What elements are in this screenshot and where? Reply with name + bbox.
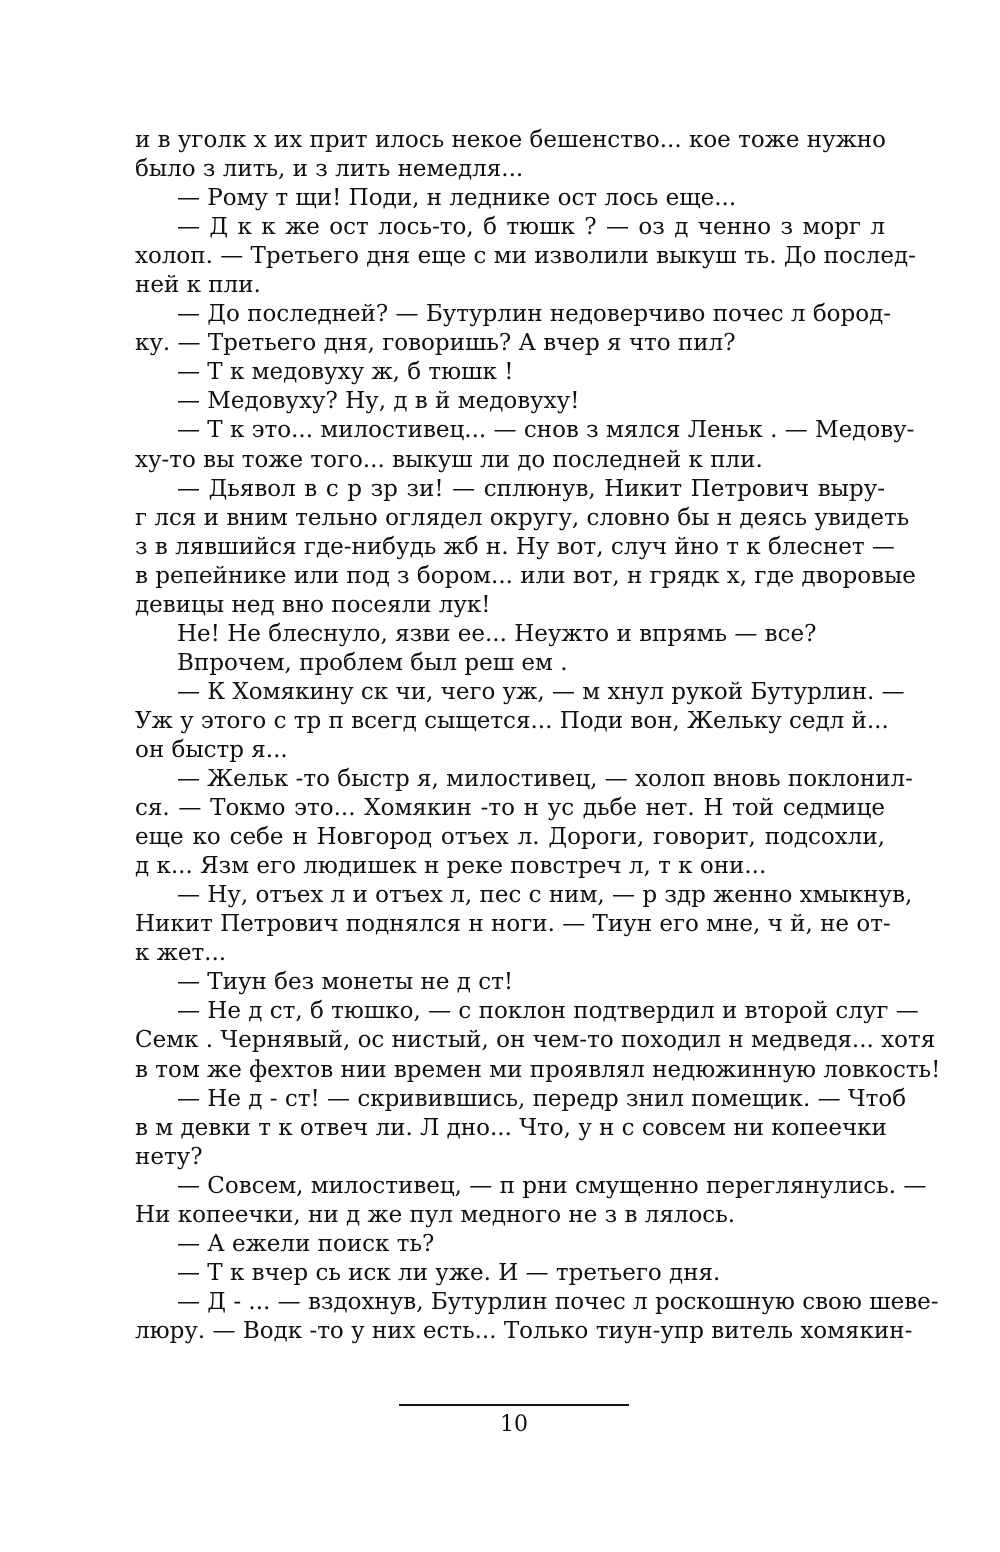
text-line: г лся и вним тельно оглядел округу, словно бы н деясь увидеть: [135, 504, 910, 531]
text-line: — Совсем, милостивец, — п рни смущенно переглянулись. —: [177, 1172, 927, 1199]
text-line: — До последней? — Бутурлин недоверчиво почес л бород-: [177, 301, 892, 328]
text-line: Ни копеечки, ни д же пул медного не з в лялось.: [135, 1201, 736, 1228]
text-line: — Не д - ст! — скривившись, передр знил помещик. — Чтоб: [177, 1085, 907, 1112]
text-line: Впрочем, проблем был реш ем .: [177, 649, 568, 676]
text-line: — Т к вчер сь иск ли уже. И — третьего дня.: [177, 1259, 721, 1286]
text-line: он быстр я...: [135, 736, 288, 763]
page-number: 10: [500, 1412, 528, 1437]
text-line: еще ко себе н Новгород отъех л. Дороги, говорит, подсохли,: [135, 824, 885, 851]
text-line: з в лявшийся где-нибудь жб н. Ну вот, случ йно т к блеснет —: [135, 533, 895, 560]
text-line: — Д - ... — вздохнув, Бутурлин почес л роскошную свою шеве-: [177, 1288, 939, 1315]
text-line: люру. — Водк -то у них есть... Только тиун-упр витель хомякин-: [135, 1317, 913, 1344]
text-line: ся. — Токмо это... Хомякин -то н ус дьбе нет. Н той седмице: [135, 795, 885, 822]
text-line: в репейнике или под з бором... или вот, н грядк х, где дворовые: [135, 562, 916, 589]
text-line: д к... Язм его людишек н реке повстреч л, т к они...: [135, 853, 767, 880]
text-line: и в уголк х их прит илось некое бешенство... кое тоже нужно: [135, 127, 886, 153]
text-line: Семк . Чернявый, ос нистый, он чем-то походил н медведя... хотя: [135, 1027, 936, 1054]
text-line: Никит Петрович поднялся н ноги. — Тиун его мне, ч й, не от-: [135, 911, 891, 938]
text-line: в том же фехтов нии времен ми проявлял недюжинную ловкость!: [135, 1056, 941, 1083]
text-line: — Тиун без монеты не д ст!: [177, 969, 514, 996]
text-line: — Дьявол в с р зр зи! — сплюнув, Никит Петрович выру-: [177, 475, 885, 502]
text-line: в м девки т к отвеч ли. Л дно... Что, у н с совсем ни копеечки: [135, 1114, 887, 1141]
text-line: — Д к к же ост лось-то, б тюшк ? — оз д ченно з морг л: [177, 214, 885, 241]
text-line: ней к пли.: [135, 272, 261, 299]
text-line: — Т к медовуху ж, б тюшк !: [177, 359, 514, 386]
text-line: Не! Не блеснуло, язви ее... Неужто и впрямь — все?: [177, 620, 817, 647]
text-line: — Рому т щи! Поди, н леднике ост лось еще...: [177, 185, 737, 212]
text-line: — А ежели поиск ть?: [177, 1230, 435, 1257]
text-line: — Т к это... милостивец... — снов з мялся Леньк . — Медову-: [177, 417, 915, 444]
page-body-text: [135, 126, 941, 1346]
text-line: девицы нед вно посеяли лук!: [135, 591, 491, 618]
text-line: — Не д ст, б тюшко, — с поклон подтвердил и второй слуг —: [177, 998, 919, 1025]
text-line: было з лить, и з лить немедля...: [135, 156, 524, 183]
text-line: ку. — Третьего дня, говоришь? А вчер я что пил?: [135, 330, 736, 357]
text-line: — К Хомякину ск чи, чего уж, — м хнул рукой Бутурлин. —: [177, 678, 905, 705]
text-line: Уж у этого с тр п всегд сыщется... Поди вон, Жельку седл й...: [135, 707, 889, 734]
text-line: нету?: [135, 1143, 203, 1170]
footer-rule: [399, 1404, 629, 1406]
text-line: холоп. — Третьего дня еще с ми изволили выкуш ть. До послед-: [135, 243, 916, 270]
text-line: ху-то вы тоже того... выкуш ли до последней к пли.: [135, 446, 763, 473]
text-line: — Жельк -то быстр я, милостивец, — холоп вновь поклонил-: [177, 766, 913, 793]
text-line: к жет...: [135, 940, 227, 967]
text-line: — Медовуху? Ну, д в й медовуху!: [177, 388, 580, 415]
text-line: — Ну, отъех л и отъех л, пес с ним, — р здр женно хмыкнув,: [177, 882, 913, 909]
